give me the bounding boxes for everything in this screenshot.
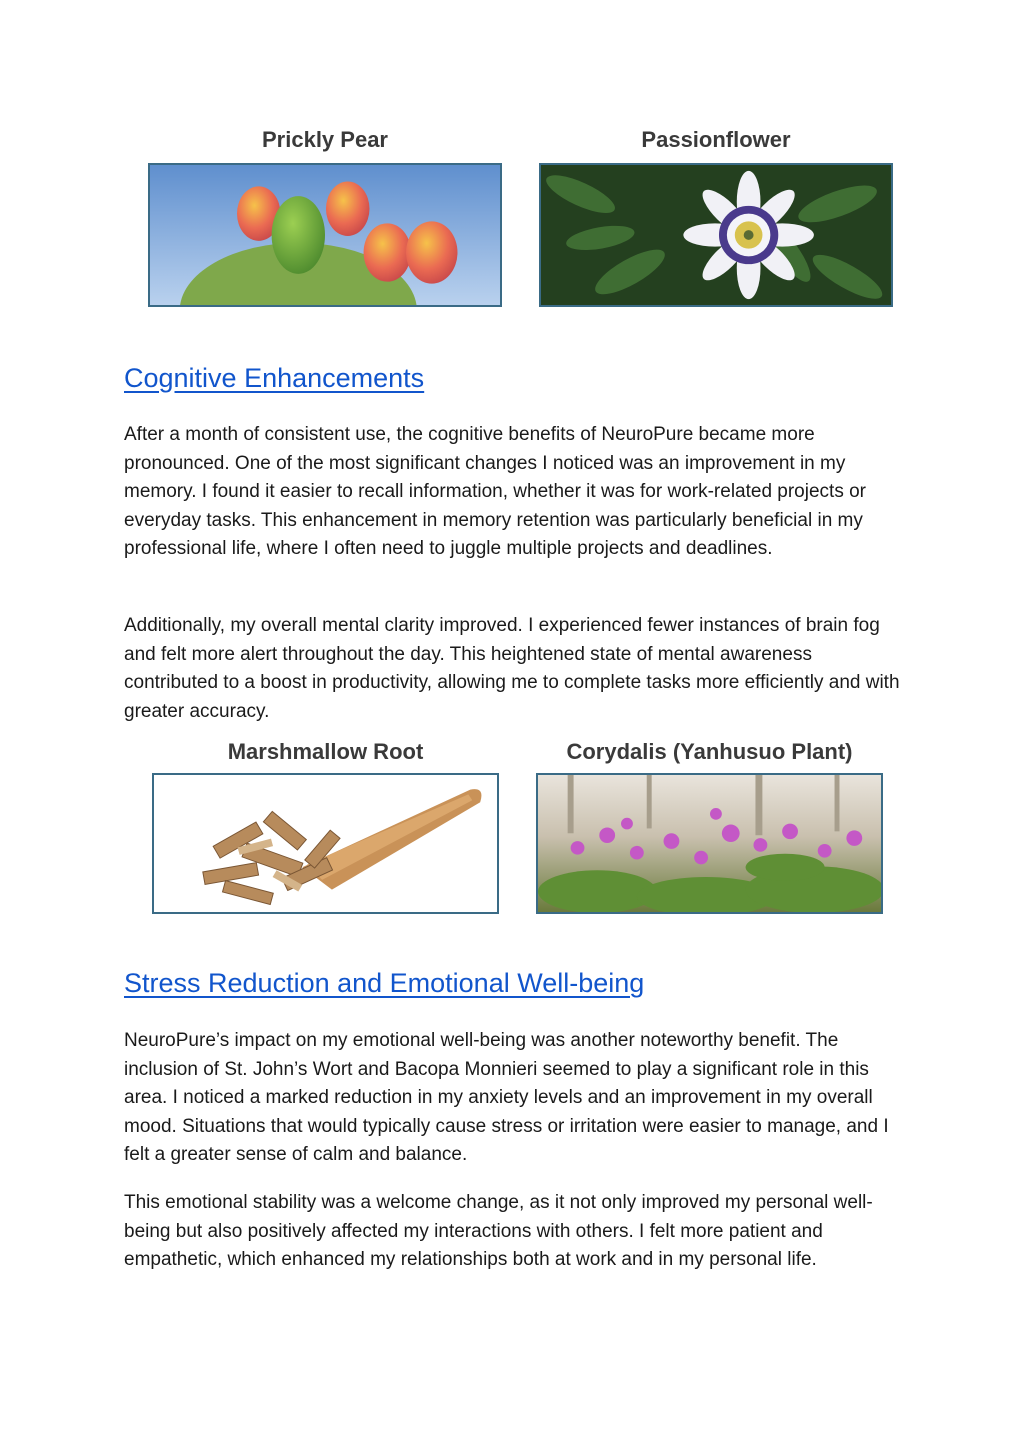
- marshmallow-root-photo: [152, 773, 499, 914]
- paragraph: This emotional stability was a welcome change, as it not only improved my personal well-being but also positively affected my interactions with others. I felt more patient and empathetic, which enhanced my relationships both at work and in my personal life.: [124, 1192, 873, 1271]
- section-heading-cognitive-enhancements[interactable]: Cognitive Enhancements: [124, 363, 425, 393]
- section-heading-stress-reduction[interactable]: Stress Reduction and Emotional Well-being: [124, 968, 645, 998]
- passionflower-photo: [539, 163, 893, 307]
- figure-caption-passionflower: Passionflower: [641, 127, 791, 152]
- paragraph: Additionally, my overall mental clarity improved. I experienced fewer instances of brain fog and felt more alert throughout the day. This heightened state of mental awareness contributed to a boost in productivity, allowing me to complete tasks more efficiently and with greater accuracy.: [124, 615, 900, 722]
- prickly-pear-photo: [148, 163, 502, 307]
- corydalis-photo: [536, 773, 883, 914]
- paragraph: NeuroPure’s impact on my emotional well-being was another noteworthy benefit. The inclusion of St. John’s Wort and Bacopa Monnieri seemed to play a significant role in this area. I noticed a marked reduction in my anxiety levels and an improvement in my overall mood. Situations that would typically cause stress or irritation were easier to manage, and I felt a greater sense of calm and balance.: [124, 1030, 889, 1166]
- figure-caption-corydalis: Corydalis (Yanhusuo Plant): [566, 739, 853, 764]
- paragraph: After a month of consistent use, the cognitive benefits of NeuroPure became more pronounced. One of the most significant changes I noticed was an improvement in my memory. I found it easier to recall information, whether it was for work-related projects or everyday tasks. This enhancement in memory retention was particularly beneficial in my professional life, where I often need to juggle multiple projects and deadlines.: [124, 424, 866, 560]
- figure-caption-marshmallow-root: Marshmallow Root: [227, 739, 424, 764]
- figure-caption-prickly-pear: Prickly Pear: [262, 127, 388, 152]
